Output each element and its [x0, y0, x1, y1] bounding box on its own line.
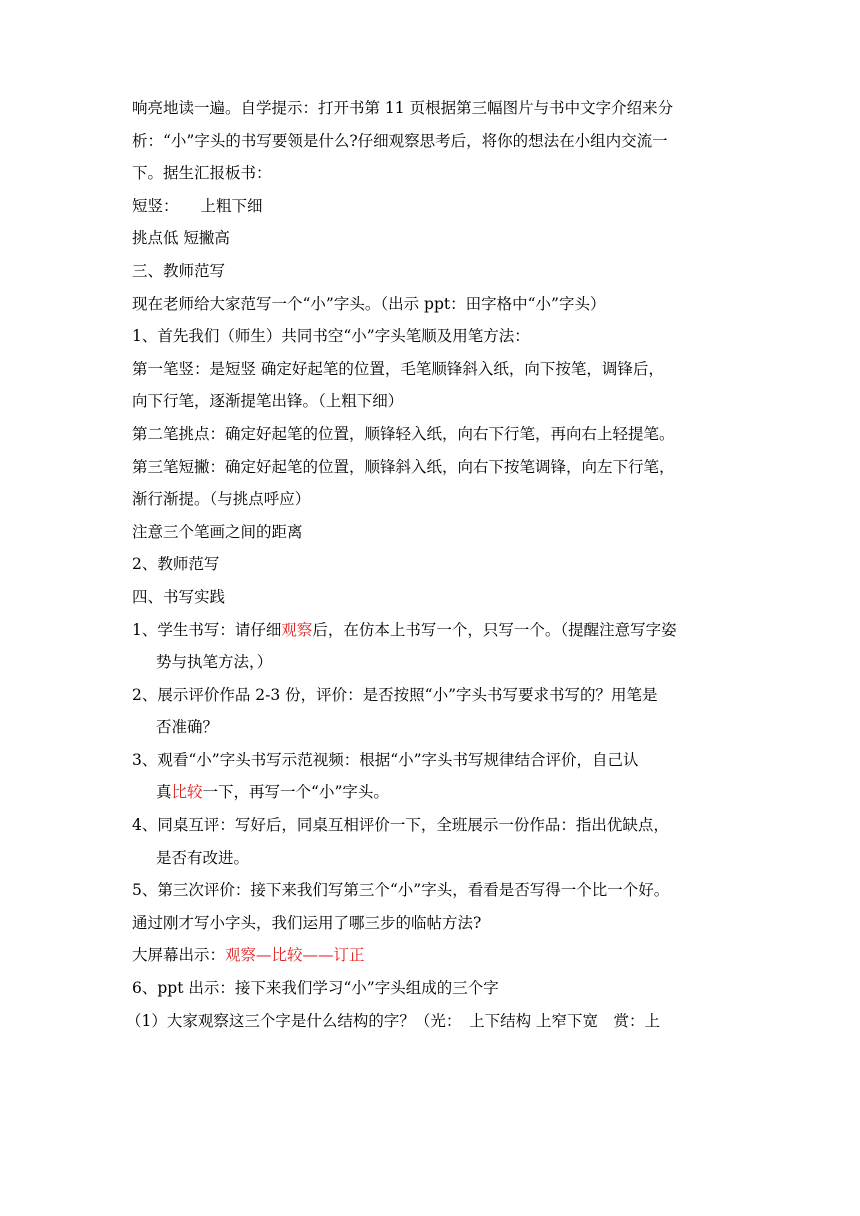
text-line: 第二笔挑点：确定好起笔的位置，顺锋轻入纸，向右下行笔，再向右上轻提笔。	[132, 424, 675, 443]
text-span: 上粗下细	[200, 196, 263, 215]
text-line: 第一笔竖：是短竖 确定好起笔的位置，毛笔顺锋斜入纸，向下按笔，调锋后，	[132, 359, 664, 378]
text-span: 1、学生书写：请仔细	[132, 620, 282, 639]
text-span: 真	[156, 783, 172, 802]
text-line	[132, 614, 732, 647]
text-line: 现在老师给大家范写一个“小”字头。（出示 ppt：田字格中“小”字头）	[132, 294, 606, 313]
text-span: 一下，再写一个“小”字头。	[202, 783, 389, 802]
highlight-text: 观察	[281, 620, 313, 639]
text-line: （1）大家观察这三个字是什么结构的字？（光： 上下结构 上窄下宽 赏：上	[126, 1011, 661, 1030]
text-line: 2、展示评价作品 2-3 份，评价：是否按照“小”字头书写要求书写的？用笔是	[132, 685, 658, 704]
text-line: 1、首先我们（师生）共同书空“小”字头笔顺及用笔方法：	[132, 327, 530, 346]
text-line: 挑点低 短撇高	[132, 229, 230, 248]
text-line: 3、观看“小”字头书写示范视频：根据“小”字头书写规律结合评价，自己认	[132, 750, 639, 769]
text-line: 第三笔短撇：确定好起笔的位置，顺锋斜入纸，向右下按笔调锋，向左下行笔，	[132, 457, 675, 476]
text-line: 否准确？	[156, 718, 219, 737]
highlight-text: 比较	[171, 783, 203, 802]
text-line: 渐行渐提。（与挑点呼应）	[132, 490, 311, 509]
text-line: 2、教师范写	[132, 555, 220, 574]
text-line	[132, 939, 732, 972]
highlight-text: 观察—比较——订正	[225, 946, 365, 965]
text-span: 大屏幕出示：	[132, 946, 226, 965]
text-line: 5、第三次评价：接下来我们写第三个“小”字头，看看是否写得一个比一个好。	[132, 881, 670, 900]
text-line: 向下行笔，逐渐提笔出锋。（上粗下细）	[132, 392, 404, 411]
text-line: 响亮地读一遍。自学提示：打开书第 11 页根据第三幅图片与书中文字介绍来分	[132, 99, 674, 117]
text-line	[132, 776, 732, 809]
text-line: 注意三个笔画之间的距离	[132, 522, 303, 541]
text-span: 短竖：	[132, 196, 179, 215]
text-line: 势与执笔方法，）	[156, 653, 273, 672]
document-body	[126, 92, 732, 1037]
text-line: 是否有改进。	[156, 848, 250, 867]
text-line: 下。据生汇报板书：	[132, 164, 272, 183]
text-line: 6、ppt 出示：接下来我们学习“小”字头组成的三个字	[132, 979, 499, 998]
text-line	[132, 190, 732, 223]
text-line: 析：“小”字头的书写要领是什么?仔细观察思考后，将你的想法在小组内交流一	[132, 131, 668, 150]
section-heading: 三、教师范写	[132, 261, 226, 280]
section-heading: 四、书写实践	[132, 587, 226, 606]
text-span: 后，在仿本上书写一个，只写一个。（提醒注意写字姿	[312, 620, 677, 639]
text-line: 4、同桌互评：写好后，同桌互相评价一下，全班展示一份作品：指出优缺点，	[132, 816, 669, 835]
text-line: 通过刚才写小字头，我们运用了哪三步的临帖方法?	[132, 913, 482, 932]
